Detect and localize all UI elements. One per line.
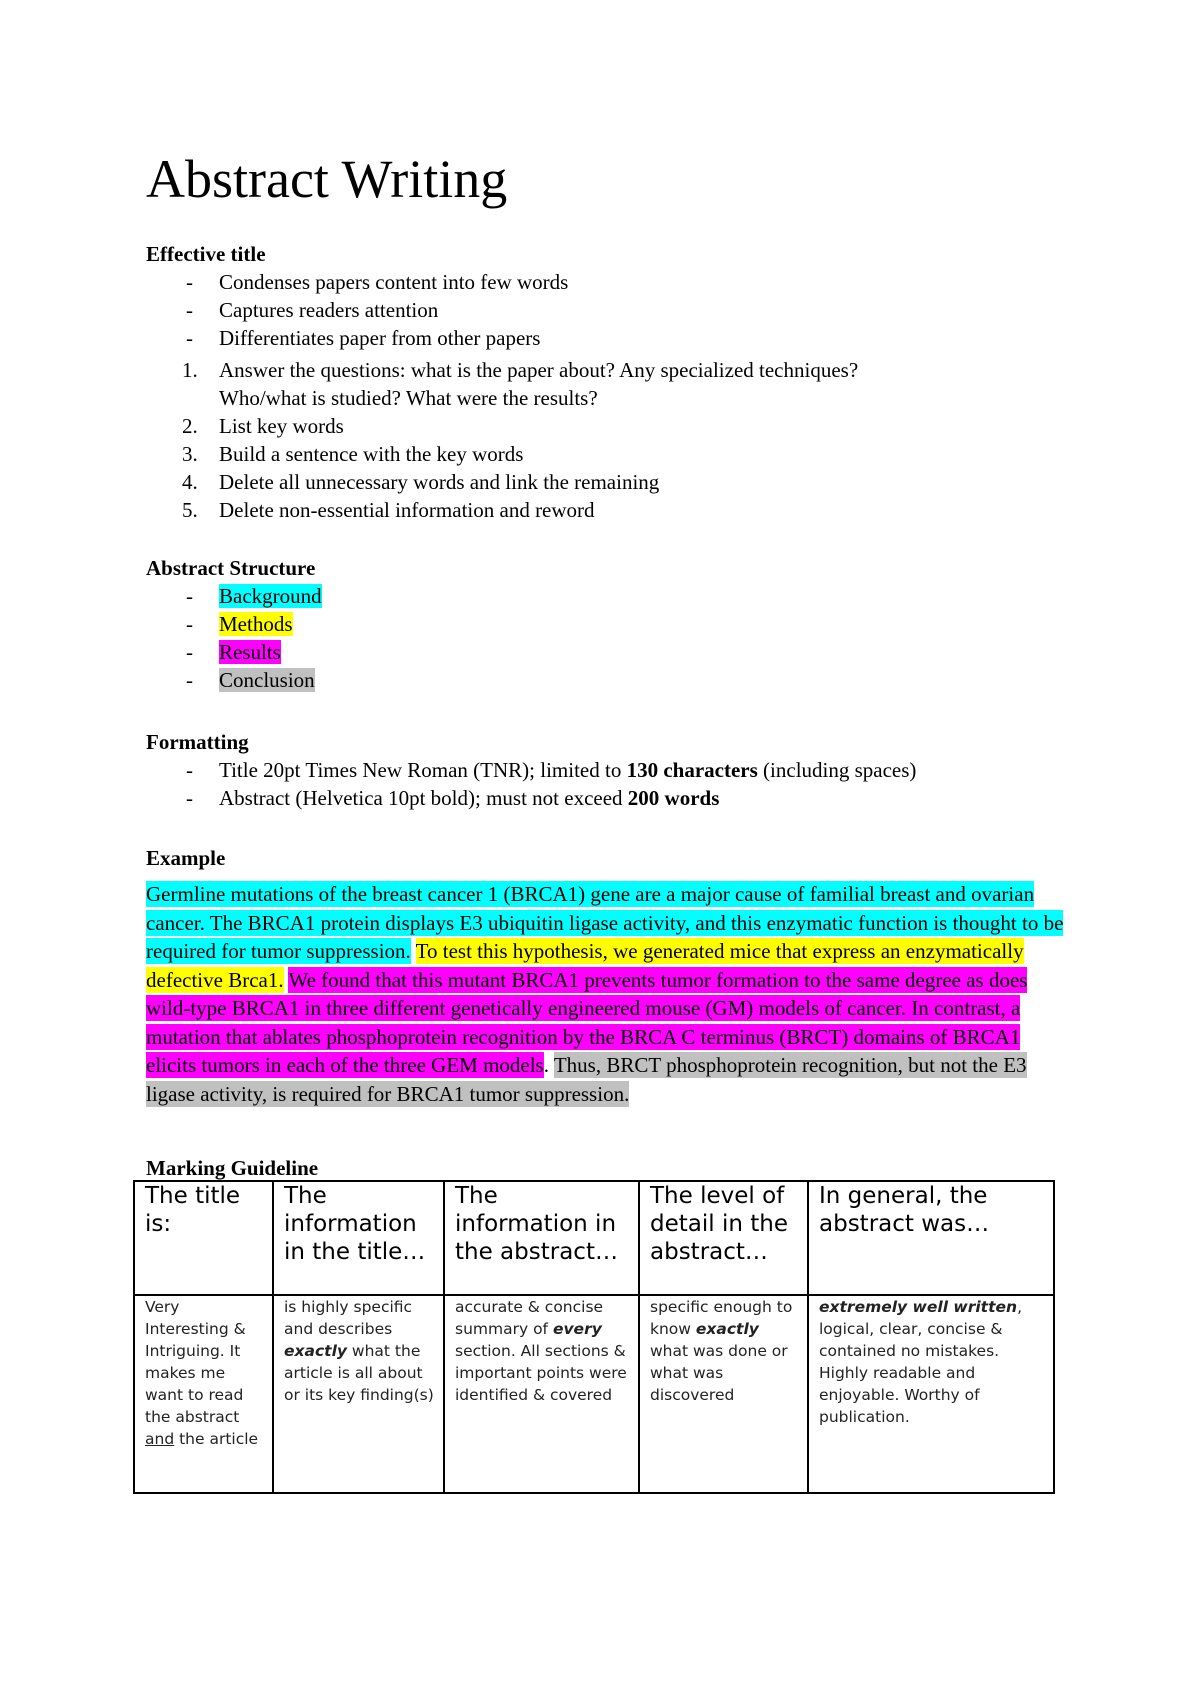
list-item: 3. Build a sentence with the key words	[182, 442, 524, 466]
list-item: 5. Delete non-essential information and reword	[182, 498, 595, 522]
number-marker: 2.	[182, 414, 198, 438]
marking-guideline-table	[133, 1180, 1055, 1494]
table-header-cell: The title is:	[134, 1181, 273, 1295]
document-title: Abstract Writing	[146, 149, 508, 209]
list-item-continuation: Who/what is studied? What were the results?	[219, 386, 598, 410]
table-header-cell: The information in the abstract…	[444, 1181, 639, 1295]
effective-title-heading: Effective title	[146, 242, 266, 266]
table-header-row	[134, 1181, 1054, 1295]
dash-marker: -	[186, 326, 193, 350]
table-row	[134, 1295, 1054, 1493]
example-background: Germline mutations of the breast cancer 1 (BRCA1) gene are a major cause of familial breast and ovarian cancer. The BRCA1 protein displays E3 ubiquitin ligase activity, and this enzymatic function is thought to be required for tumor suppression.	[146, 882, 1064, 963]
formatting-list	[146, 756, 916, 812]
list-item	[146, 582, 322, 610]
effective-title-steps	[146, 356, 858, 524]
dash-marker: -	[186, 758, 193, 782]
example-heading: Example	[146, 846, 226, 870]
list-item: - Title 20pt Times New Roman (TNR); limited to 130 characters (including spaces)	[186, 758, 917, 782]
dash-marker: -	[186, 270, 193, 294]
table-header-cell: The level of detail in the abstract…	[639, 1181, 808, 1295]
example-abstract: Germline mutations of the breast cancer 1 (BRCA1) gene are a major cause of familial breast and ovarian cancer. The BRCA1 protein displays E3 ubiquitin ligase activity, and this enzymatic function is thought to be required for tumor suppression. To test this hypothesis, we generated mice that express an enzymatically defective Brca1. We found that this mutant BRCA1 prevents tumor formation to the same degree as does wild-type BRCA1 in three different genetically engineered mouse (GM) models of cancer. In contrast, a mutation that ablates phosphoprotein recognition by the BRCA C terminus (BRCT) domains of BRCA1 elicits tumors in each of the three GEM models. Thus, BRCT phosphoprotein recognition, but not the E3 ligase activity, is required for BRCA1 tumor suppression.	[146, 882, 1064, 1106]
list-item	[146, 666, 322, 694]
dash-marker: -	[186, 298, 193, 322]
table-cell: accurate & concise summary of every section. All sections & important points were identified & covered	[444, 1295, 639, 1493]
abstract-structure-list	[146, 582, 322, 694]
list-item: - Abstract (Helvetica 10pt bold); must not exceed 200 words	[186, 786, 720, 810]
list-item: 1. Answer the questions: what is the paper about? Any specialized techniques?	[182, 358, 859, 382]
example-methods: To test this hypothesis, we generated mice that express an enzymatically defective Brca1.	[146, 939, 1024, 992]
table-cell: extremely well written, logical, clear, concise & contained no mistakes. Highly readable and enjoyable. Worthy of publication.	[808, 1295, 1054, 1493]
number-marker: 5.	[182, 498, 198, 522]
table-header-cell: In general, the abstract was…	[808, 1181, 1054, 1295]
number-marker: 3.	[182, 442, 198, 466]
list-item: 4. Delete all unnecessary words and link the remaining	[182, 470, 660, 494]
number-marker: 1.	[182, 358, 198, 382]
conclusion-label: Conclusion	[219, 668, 315, 692]
list-item: - Differentiates paper from other papers	[186, 326, 541, 350]
methods-label: Methods	[219, 612, 293, 636]
effective-title-bullets	[146, 268, 568, 352]
dash-marker: -	[186, 786, 193, 810]
list-item: 2. List key words	[182, 414, 344, 438]
list-item	[146, 638, 322, 666]
list-item: - Captures readers attention	[186, 298, 439, 322]
table-cell: Very Interesting & Intriguing. It makes me want to read the abstract and the article	[134, 1295, 273, 1493]
dash-marker: -	[186, 668, 193, 692]
list-item: - Condenses papers content into few words	[186, 270, 569, 294]
dash-marker: -	[186, 640, 193, 664]
formatting-heading: Formatting	[146, 730, 249, 754]
example-results: We found that this mutant BRCA1 prevents tumor formation to the same degree as does wild-type BRCA1 in three different genetically engineered mouse (GM) models of cancer. In contrast, a mutation that ablates phosphoprotein recognition by the BRCA C terminus (BRCT) domains of BRCA1 elicits tumors in each of the three GEM models	[146, 967, 1028, 1077]
results-label: Results	[219, 640, 281, 664]
background-label: Background	[219, 584, 322, 608]
dash-marker: -	[186, 584, 193, 608]
list-item	[146, 610, 322, 638]
table-header-cell: The information in the title…	[273, 1181, 444, 1295]
dash-marker: -	[186, 612, 193, 636]
abstract-structure-heading: Abstract Structure	[146, 556, 316, 580]
example-conclusion: Thus, BRCT phosphoprotein recognition, but not the E3 ligase activity, is required for BRCA1 tumor suppression.	[146, 1053, 1027, 1106]
number-marker: 4.	[182, 470, 198, 494]
table-cell: is highly specific and describes exactly what the article is all about or its key finding(s)	[273, 1295, 444, 1493]
table-cell: specific enough to know exactly what was done or what was discovered	[639, 1295, 808, 1493]
marking-guideline-heading: Marking Guideline	[146, 1156, 319, 1180]
